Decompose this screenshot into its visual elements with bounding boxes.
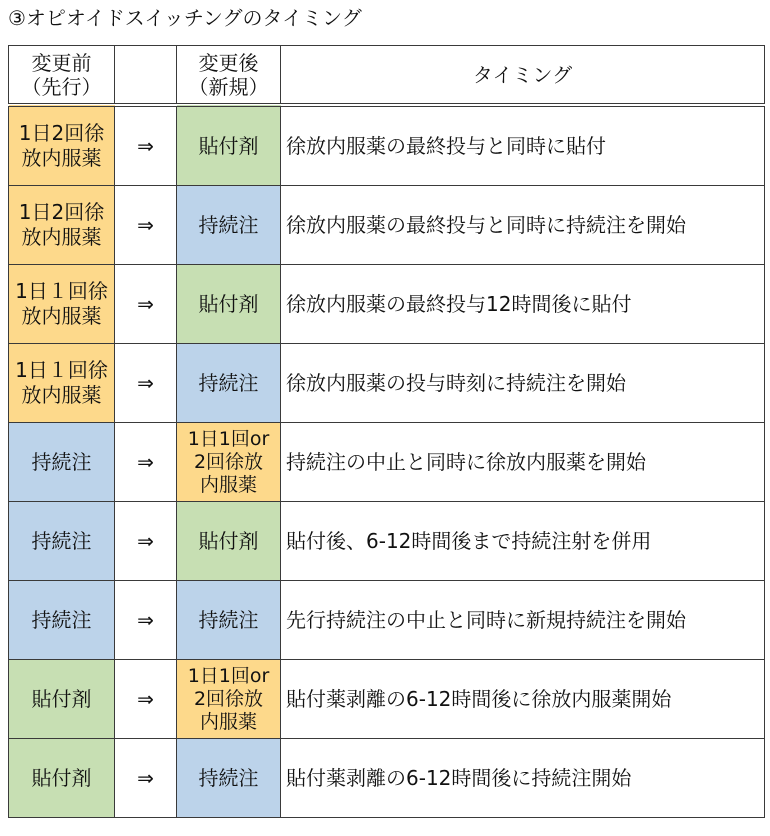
timing-cell: 貼付薬剥離の6-12時間後に持続注開始 (281, 739, 765, 818)
table-row (9, 265, 765, 344)
table-row (9, 502, 765, 581)
table-row (9, 423, 765, 502)
after-cell: 持続注 (177, 186, 281, 265)
before-cell: 貼付剤 (9, 660, 115, 739)
arrow-cell: ⇒ (115, 265, 177, 344)
arrow-cell: ⇒ (115, 581, 177, 660)
after-cell: 貼付剤 (177, 502, 281, 581)
table-row (9, 581, 765, 660)
arrow-cell: ⇒ (115, 423, 177, 502)
table-row (9, 186, 765, 265)
before-cell: 1日2回徐 放内服薬 (9, 105, 115, 186)
before-cell: 1日2回徐 放内服薬 (9, 186, 115, 265)
page-title: ③オピオイドスイッチングのタイミング (8, 6, 362, 30)
arrow-cell: ⇒ (115, 186, 177, 265)
timing-cell: 持続注の中止と同時に徐放内服薬を開始 (281, 423, 765, 502)
switching-timing-table (8, 45, 765, 818)
timing-cell: 徐放内服薬の最終投与12時間後に貼付 (281, 265, 765, 344)
timing-cell: 徐放内服薬の最終投与と同時に持続注を開始 (281, 186, 765, 265)
header-before: 変更前 （先行） (9, 46, 115, 106)
after-cell: 持続注 (177, 581, 281, 660)
after-cell: 1日1回or 2回徐放 内服薬 (177, 423, 281, 502)
after-cell: 1日1回or 2回徐放 内服薬 (177, 660, 281, 739)
table-row (9, 739, 765, 818)
timing-cell: 貼付後、6-12時間後まで持続注射を併用 (281, 502, 765, 581)
timing-cell: 貼付薬剥離の6-12時間後に徐放内服薬開始 (281, 660, 765, 739)
before-cell: 1日１回徐 放内服薬 (9, 344, 115, 423)
table-row (9, 344, 765, 423)
after-cell: 貼付剤 (177, 265, 281, 344)
table-row (9, 105, 765, 186)
before-cell: 1日１回徐 放内服薬 (9, 265, 115, 344)
after-cell: 持続注 (177, 739, 281, 818)
after-cell: 貼付剤 (177, 105, 281, 186)
header-row (9, 46, 765, 106)
header-after: 変更後 （新規） (177, 46, 281, 106)
before-cell: 持続注 (9, 581, 115, 660)
before-cell: 持続注 (9, 502, 115, 581)
arrow-cell: ⇒ (115, 502, 177, 581)
before-cell: 貼付剤 (9, 739, 115, 818)
after-cell: 持続注 (177, 344, 281, 423)
timing-cell: 徐放内服薬の最終投与と同時に貼付 (281, 105, 765, 186)
header-arrow (115, 46, 177, 106)
before-cell: 持続注 (9, 423, 115, 502)
timing-cell: 先行持続注の中止と同時に新規持続注を開始 (281, 581, 765, 660)
timing-cell: 徐放内服薬の投与時刻に持続注を開始 (281, 344, 765, 423)
table-row (9, 660, 765, 739)
arrow-cell: ⇒ (115, 660, 177, 739)
arrow-cell: ⇒ (115, 105, 177, 186)
arrow-cell: ⇒ (115, 739, 177, 818)
header-timing: タイミング (281, 46, 765, 106)
arrow-cell: ⇒ (115, 344, 177, 423)
